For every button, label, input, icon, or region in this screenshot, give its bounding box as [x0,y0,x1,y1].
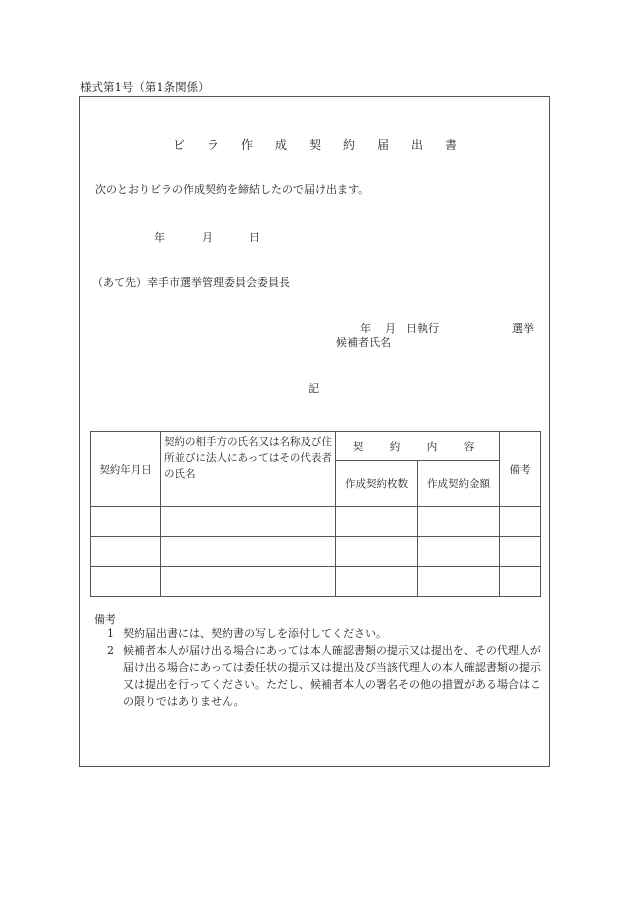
form-title [80,136,550,153]
remark-text: 候補者本人が届け出る場合にあっては本人確認書類の提示又は提出を、その代理人が届け出る場合にあっては委任状の提示又は提出及び当該代理人の本人確認書類の提示又は提出を行ってください。ただし、候補者本人の署名その他の措置がある場合はこの限りではありません。 [123,644,541,708]
table-cell[interactable] [418,537,500,567]
table-cell[interactable] [91,537,161,567]
candidate-name-label: 候補者氏名 [336,336,391,349]
table-cell[interactable] [161,537,336,567]
date-year-label: 年 [154,231,165,244]
table-row [91,567,541,597]
table-cell[interactable] [418,567,500,597]
date-month-label: 月 [202,231,213,244]
title-char: 作 [240,138,253,152]
remark-number: 1 [107,627,114,640]
remark-item [95,642,541,708]
table-cell[interactable] [336,537,418,567]
title-char: 届 [376,138,389,152]
col-header-sheet-count: 作成契約枚数 [336,461,418,507]
date-day-label: 日 [249,231,260,244]
table-cell[interactable] [161,507,336,537]
col-header-counterparty: 契約の相手方の氏名又は名称及び住所並びに法人にあってはその代表者の氏名 [161,432,336,507]
execution-year-label: 年 [360,322,371,335]
title-char: 契 [308,138,321,152]
form-number: 様式第1号（第1条関係） [80,80,210,94]
col-header-contract-content: 契 約 内 容 [336,432,500,461]
table-row [91,537,541,567]
execution-month-label: 月 [385,322,396,335]
table-cell[interactable] [500,507,541,537]
table-cell[interactable] [91,567,161,597]
remark-item [95,625,387,642]
table-cell[interactable] [161,567,336,597]
execution-day-label: 日執行 [406,322,439,335]
table-cell[interactable] [336,507,418,537]
title-char: 約 [342,138,355,152]
title-char: 成 [274,138,287,152]
remarks-heading: 備考 [94,613,116,626]
title-char: 出 [410,138,423,152]
remark-text: 契約届出書には、契約書の写しを添付してください。 [123,627,387,640]
ki-label: 記 [308,382,319,395]
col-header-remarks: 備考 [500,432,541,507]
table-cell[interactable] [418,507,500,537]
addressee: （あて先）幸手市選挙管理委員会委員長 [92,276,290,289]
table-cell[interactable] [500,567,541,597]
title-char: ビ [172,138,185,152]
title-char: ラ [206,138,219,152]
table-cell[interactable] [91,507,161,537]
col-header-amount: 作成契約金額 [418,461,500,507]
election-label: 選挙 [512,322,534,335]
remark-number: 2 [107,644,114,657]
title-char: 書 [444,138,457,152]
col-header-contract-date: 契約年月日 [91,432,161,507]
table-cell[interactable] [336,567,418,597]
statement-text: 次のとおりビラの作成契約を締結したので届け出ます。 [95,183,370,196]
table-row [91,507,541,537]
table-cell[interactable] [500,537,541,567]
contract-table [90,431,541,597]
